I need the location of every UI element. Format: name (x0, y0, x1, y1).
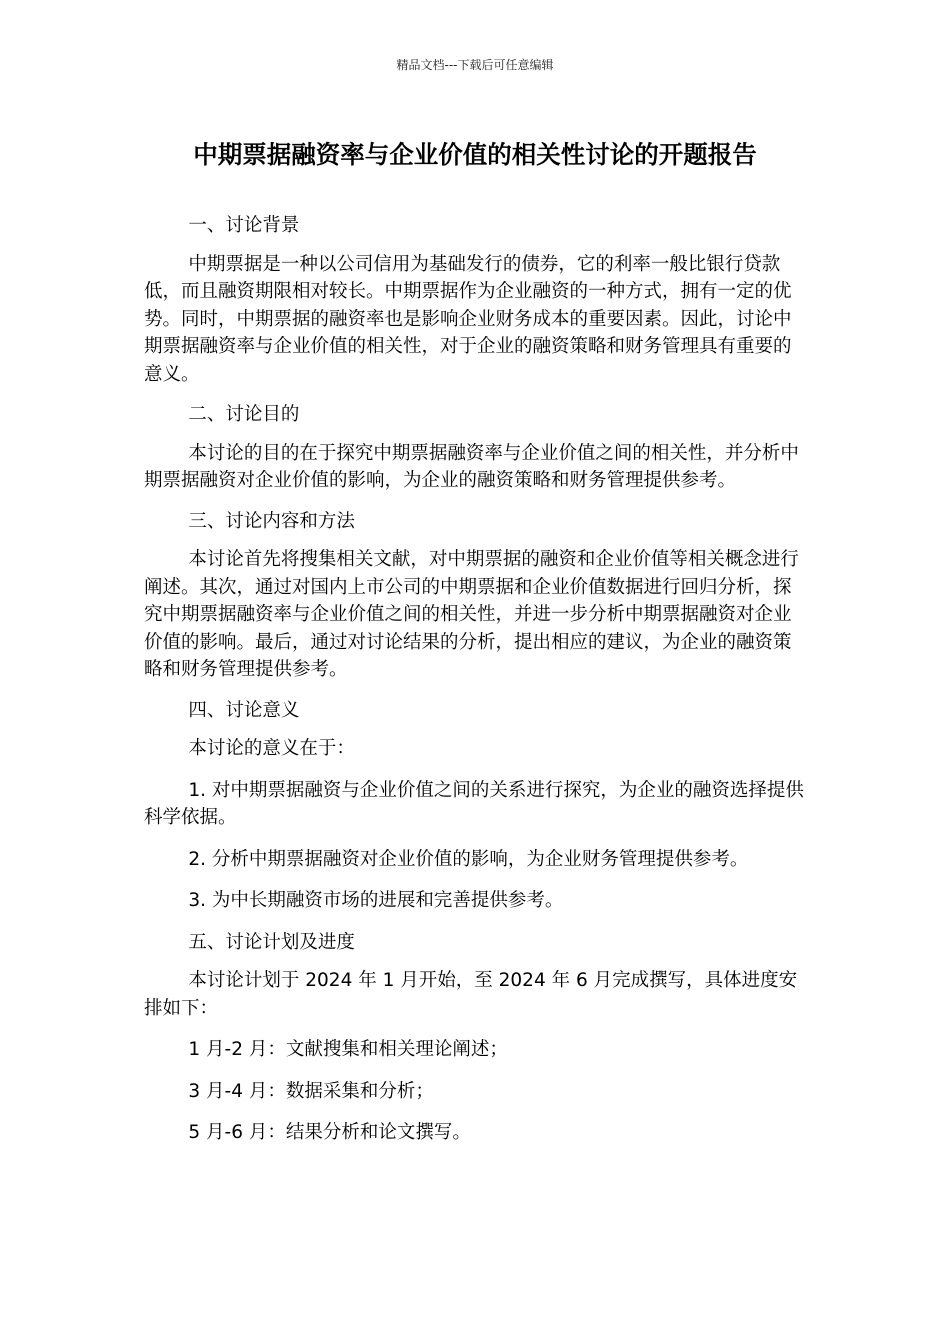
significance-list-item-1: 1. 对中期票据融资与企业价值之间的关系进行探究，为企业的融资选择提供科学依据。 (144, 779, 804, 828)
page-header-note: 精品文档---下载后可任意编辑 (396, 58, 554, 72)
schedule-item-mar-apr: 3 月-4 月：数据采集和分析； (188, 1080, 434, 1102)
document-title: 中期票据融资率与企业价值的相关性讨论的开题报告 (193, 140, 757, 169)
paragraph-plan-intro: 本讨论计划于 2024 年 1 月开始，至 2024 年 6 月完成撰写，具体进度安排如下： (144, 970, 798, 1019)
document-body (144, 212, 808, 1161)
significance-list-item-3: 3. 为中长期融资市场的进展和完善提供参考。 (188, 890, 564, 911)
section-heading-background: 一、讨论背景 (188, 215, 300, 236)
paragraph-content-method: 本讨论首先将搜集相关文献，对中期票据的融资和企业价值等相关概念进行阐述。其次，通过对国内上市公司的中期票据和企业价值数据进行回归分析，探究中期票据融资率与企业价值之间的相关性，并进一步分析中期票据融资对企业价值的影响。最后，通过对讨论结果的分析，提出相应的建议，为企业的融资策略和财务管理提供参考。 (144, 549, 799, 680)
section-heading-purpose: 二、讨论目的 (188, 404, 300, 425)
section-heading-content-method: 三、讨论内容和方法 (188, 510, 355, 532)
section-heading-significance: 四、讨论意义 (188, 699, 300, 721)
paragraph-purpose: 本讨论的目的在于探究中期票据融资率与企业价值之间的相关性，并分析中期票据融资对企业价值的影响，为企业的融资策略和财务管理提供参考。 (144, 442, 799, 491)
section-heading-plan: 五、讨论计划及进度 (188, 931, 355, 953)
paragraph-significance-intro: 本讨论的意义在于： (188, 738, 355, 759)
significance-list-item-2: 2. 分析中期票据融资对企业价值的影响，为企业财务管理提供参考。 (188, 848, 749, 870)
schedule-item-jan-feb: 1 月-2 月：文献搜集和相关理论阐述； (188, 1039, 508, 1060)
schedule-item-may-jun: 5 月-6 月：结果分析和论文撰写。 (188, 1122, 471, 1143)
paragraph-background: 中期票据是一种以公司信用为基础发行的债券，它的利率一般比银行贷款低，而且融资期限相对较长。中期票据作为企业融资的一种方式，拥有一定的优势。同时，中期票据的融资率也是影响企业财务成本的重要因素。因此，讨论中期票据融资率与企业价值的相关性，对于企业的融资策略和财务管理具有重要的意义。 (144, 253, 792, 385)
